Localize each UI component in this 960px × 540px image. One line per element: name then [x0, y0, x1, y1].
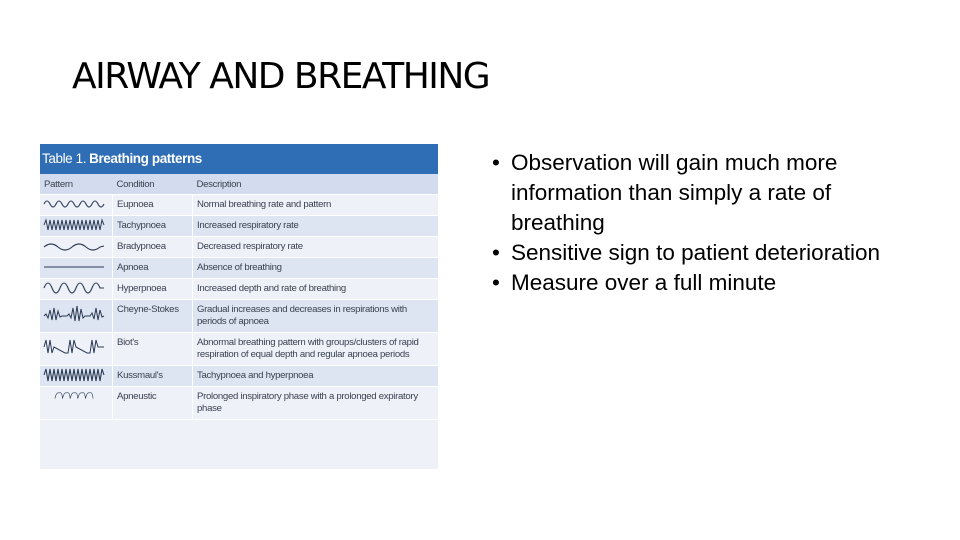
- condition-cell: Bradypnoea: [113, 237, 193, 258]
- pattern-cell: [40, 300, 113, 333]
- description-cell: Normal breathing rate and pattern: [193, 195, 439, 216]
- bullet-list: [492, 148, 912, 298]
- table-row: [40, 387, 438, 420]
- description-cell: Prolonged inspiratory phase with a prolonged expiratory phase: [193, 387, 439, 420]
- bullet-text: Observation will gain much more information than simply a rate of breathing: [511, 150, 838, 235]
- description-cell: Increased respiratory rate: [193, 216, 439, 237]
- pattern-cell: [40, 279, 113, 300]
- apnoea-line-icon: [43, 260, 105, 274]
- table-row: [40, 300, 438, 333]
- description-cell: Abnormal breathing pattern with groups/clusters of rapid respiration of equal depth and regular apnoea periods: [193, 333, 439, 366]
- table-row: [40, 216, 438, 237]
- condition-cell: Eupnoea: [113, 195, 193, 216]
- pattern-cell: [40, 366, 113, 387]
- table-caption-number: Table 1.: [42, 151, 87, 166]
- table-row: [40, 333, 438, 366]
- pattern-cell: [40, 237, 113, 258]
- eupnoea-wave-icon: [43, 197, 105, 211]
- pattern-cell: [40, 387, 113, 420]
- description-cell: Increased depth and rate of breathing: [193, 279, 439, 300]
- table-row: [40, 237, 438, 258]
- description-cell: Tachypnoea and hyperpnoea: [193, 366, 439, 387]
- bullet-item: [492, 268, 912, 298]
- description-cell: Absence of breathing: [193, 258, 439, 279]
- bullet-text: Sensitive sign to patient deterioration: [511, 240, 880, 265]
- bradypnoea-wave-icon: [43, 239, 105, 253]
- header-condition: Condition: [113, 174, 193, 195]
- condition-cell: Hyperpnoea: [113, 279, 193, 300]
- pattern-cell: [40, 333, 113, 366]
- pattern-cell: [40, 195, 113, 216]
- biots-wave-icon: [43, 335, 105, 357]
- description-cell: Decreased respiratory rate: [193, 237, 439, 258]
- bullet-text: Measure over a full minute: [511, 270, 777, 295]
- bullet-marker: •: [492, 270, 500, 295]
- condition-cell: Apnoea: [113, 258, 193, 279]
- table-caption: [40, 144, 438, 174]
- bullet-marker: •: [492, 150, 500, 175]
- description-cell: Gradual increases and decreases in respirations with periods of apnoea: [193, 300, 439, 333]
- pattern-cell: [40, 216, 113, 237]
- pattern-cell: [40, 258, 113, 279]
- bullet-item: [492, 148, 912, 238]
- condition-cell: Biot's: [113, 333, 193, 366]
- table-row: [40, 258, 438, 279]
- table-row: [40, 195, 438, 216]
- table-row: [40, 279, 438, 300]
- table-header-row: [40, 174, 438, 195]
- bullet-marker: •: [492, 240, 500, 265]
- condition-cell: Cheyne-Stokes: [113, 300, 193, 333]
- condition-cell: Tachypnoea: [113, 216, 193, 237]
- table-caption-name: Breathing patterns: [89, 151, 202, 166]
- slide-title: AIRWAY AND BREATHING: [72, 56, 490, 97]
- condition-cell: Apneustic: [113, 387, 193, 420]
- kussmauls-wave-icon: [43, 368, 105, 382]
- table-row: [40, 366, 438, 387]
- header-description: Description: [193, 174, 439, 195]
- tachypnoea-wave-icon: [43, 218, 105, 232]
- condition-cell: Kussmaul's: [113, 366, 193, 387]
- cheyne-stokes-wave-icon: [43, 302, 105, 324]
- breathing-patterns-table: [40, 174, 438, 420]
- hyperpnoea-wave-icon: [43, 281, 105, 295]
- breathing-patterns-table-image: [40, 144, 438, 469]
- bullet-item: [492, 238, 912, 268]
- apneustic-wave-icon: [43, 389, 105, 403]
- header-pattern: Pattern: [40, 174, 113, 195]
